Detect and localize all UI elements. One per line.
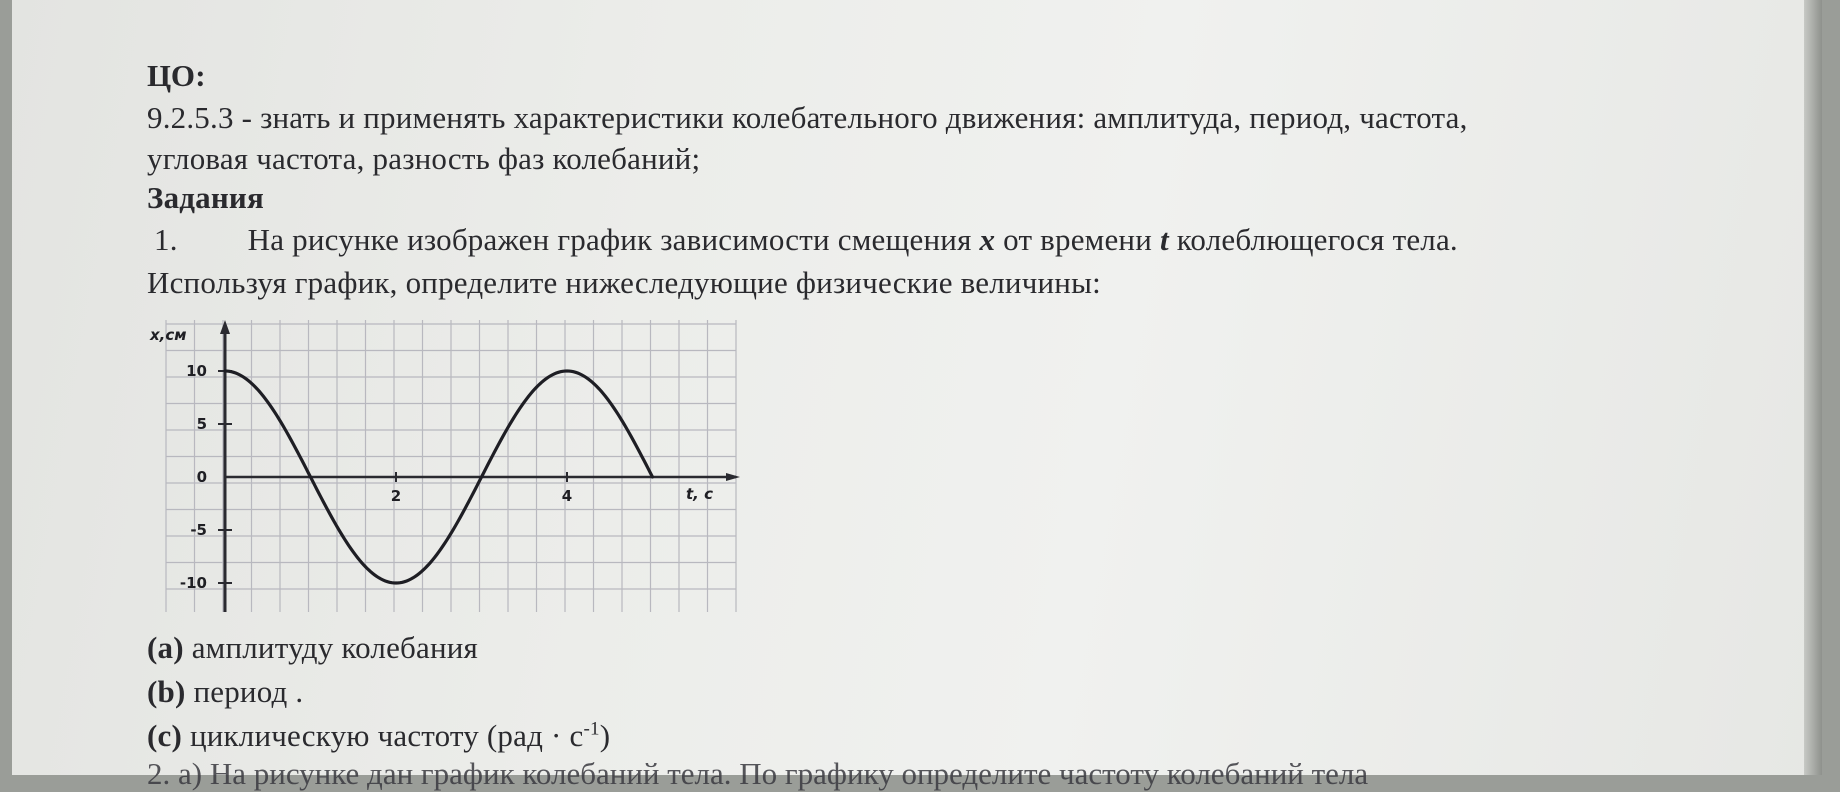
y-axis-label: x,см bbox=[150, 326, 187, 344]
task-1-text-b: от времени bbox=[995, 222, 1160, 257]
question-a bbox=[147, 630, 478, 666]
next-task-cut-off: 2. а) На рисунке дан график колебаний тела. По графику определите частоту колебаний тела bbox=[147, 756, 1369, 791]
y-tick-label: 10 bbox=[186, 362, 207, 380]
page-edge-shadow bbox=[1804, 0, 1822, 775]
task-1-line-1 bbox=[154, 222, 1458, 258]
question-c-superscript: -1 bbox=[583, 718, 600, 740]
question-b-text: период . bbox=[185, 674, 304, 709]
question-c-letter: (c) bbox=[147, 718, 183, 753]
question-c bbox=[147, 718, 610, 754]
worksheet-page bbox=[12, 0, 1822, 791]
y-tick-label: -10 bbox=[179, 574, 207, 592]
x-axis-arrow bbox=[726, 473, 740, 481]
y-tick-label: 0 bbox=[196, 468, 207, 486]
question-b-letter: (b) bbox=[147, 674, 186, 709]
question-a-text: амплитуду колебания bbox=[183, 630, 479, 665]
task-1-text-a: На рисунке изображен график зависимости смещения bbox=[247, 222, 980, 257]
x-axis-label: t, с bbox=[686, 485, 713, 503]
tasks-heading: Задания bbox=[147, 180, 264, 215]
x-tick-label: 2 bbox=[390, 487, 402, 505]
y-axis-arrow bbox=[220, 320, 230, 334]
question-b bbox=[147, 674, 303, 710]
y-tick-label: 5 bbox=[196, 415, 207, 433]
question-a-letter: (a) bbox=[147, 630, 184, 665]
y-tick-label: -5 bbox=[190, 521, 207, 539]
task-1-text-c: колеблющегося тела. bbox=[1168, 222, 1458, 257]
chart-svg bbox=[146, 318, 742, 614]
task-1-line-2: Используя график, определите нижеследующие физические величины: bbox=[147, 265, 1101, 300]
question-c-text: циклическую частоту (рад · с bbox=[182, 718, 584, 753]
objective-title: ЦО: bbox=[147, 58, 206, 93]
question-c-tail: ) bbox=[599, 718, 611, 753]
variable-x: x bbox=[979, 222, 996, 257]
task-1-number: 1. bbox=[154, 222, 178, 257]
x-tick-label: 4 bbox=[561, 487, 573, 505]
displacement-time-chart bbox=[146, 318, 742, 614]
variable-t: t bbox=[1159, 222, 1169, 257]
objective-line-2: угловая частота, разность фаз колебаний; bbox=[147, 141, 701, 176]
objective-line-1: 9.2.5.3 - знать и применять характеристики колебательного движения: амплитуда, период, частота, bbox=[147, 100, 1468, 135]
